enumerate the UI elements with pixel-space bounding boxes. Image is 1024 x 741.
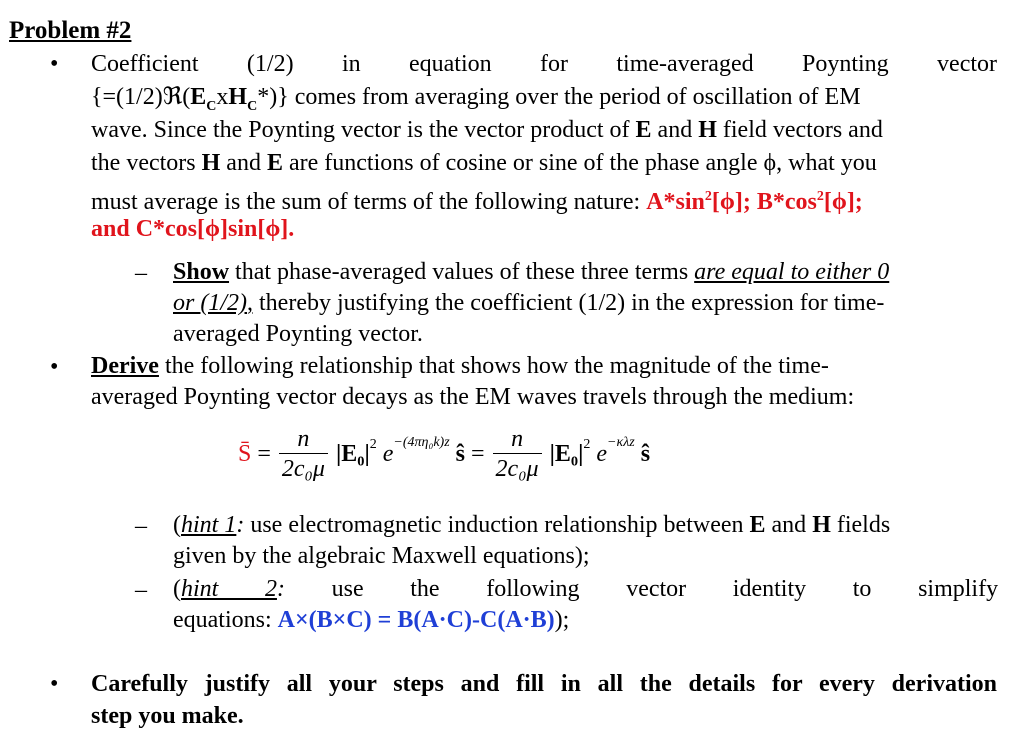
poynting-decay-equation: S̄ = $\frac{n}{\text{2c₀μ}}$ $|E_0|^2$ $e^{-(4\pi\eta_0k)z}$ ŝ = $\frac{n}{\text{2c₀μ}}$ $|E_0|^2$ $e^{-\kappa\lambda z}$ ŝ <box>238 426 651 482</box>
bullet-1 <box>91 48 997 246</box>
dash-marker: – <box>135 577 147 603</box>
hint-2-line-2: equations: A×(B×C) = B(A·C)-C(A·B)); <box>173 607 570 633</box>
bullet-3 <box>91 668 997 732</box>
bullet-1-line-6: and C*cos[ϕ]sin[ϕ]. <box>91 216 295 242</box>
vector-identity: A×(B×C) = B(A·C)-C(A·B) <box>277 607 555 633</box>
fraction-2: $\frac{n}{\text{2c₀μ}}$ <box>493 425 542 484</box>
fraction-1: $\frac{n}{\text{2c₀μ}}$ <box>279 425 328 484</box>
sub-1-line-3: averaged Poynting vector. <box>173 321 423 347</box>
bullet-2-line-1: Derive the following relationship that shows how the magnitude of the time- <box>91 353 829 379</box>
sub-1-line-2: or (1/2), thereby justifying the coefficient (1/2) in the expression for time- <box>173 290 885 316</box>
bullet-1-line-2: $\{=(1/2)ℜ(E_CxH_C*)\}$ comes from averaging over the period of oscillation of EM <box>91 84 861 114</box>
s-bar: S̄ <box>238 441 252 467</box>
problem-title: Problem #2 <box>9 17 132 44</box>
bullet-2-line-2: averaged Poynting vector decays as the EM waves travels through the medium: <box>91 384 855 410</box>
hint-1-line-1: (hint 1: use electromagnetic induction relationship between E and H fields <box>173 512 891 538</box>
bullet-2 <box>91 351 997 413</box>
hint-1-line-2: given by the algebraic Maxwell equations); <box>173 543 590 569</box>
hint-2 <box>173 574 998 636</box>
bullet-dot: • <box>50 51 59 77</box>
hint-1 <box>173 510 998 572</box>
dash-marker: – <box>135 260 147 286</box>
sub-bullet-show <box>173 257 998 350</box>
bullet-1-line-5: must average is the sum of terms of the following nature: $A*\sin^2[\phi]$; $B*\cos^2[\phi]$; <box>91 189 863 215</box>
bullet-1-line-3: wave. Since the Poynting vector is the vector product of E and H field vectors and <box>91 117 883 143</box>
hint-2-line-1: (hint 2: use the following vector identity to simplify <box>173 576 999 602</box>
bullet-1-line-1: Coefficient (1/2) in equation for time-averaged Poynting vector <box>91 51 998 77</box>
bullet-1-line-4: the vectors H and E are functions of cosine or sine of the phase angle ϕ, what you <box>91 150 877 176</box>
bullet-dot: • <box>50 671 59 697</box>
dash-marker: – <box>135 513 147 539</box>
bullet-3-line-1: Carefully justify all your steps and fill in all the details for every derivation <box>91 671 997 697</box>
bullet-dot: • <box>50 354 59 380</box>
bullet-3-line-2: step you make. <box>91 703 244 729</box>
sub-1-line-1: Show that phase-averaged values of these three terms are equal to either 0 <box>173 259 890 285</box>
